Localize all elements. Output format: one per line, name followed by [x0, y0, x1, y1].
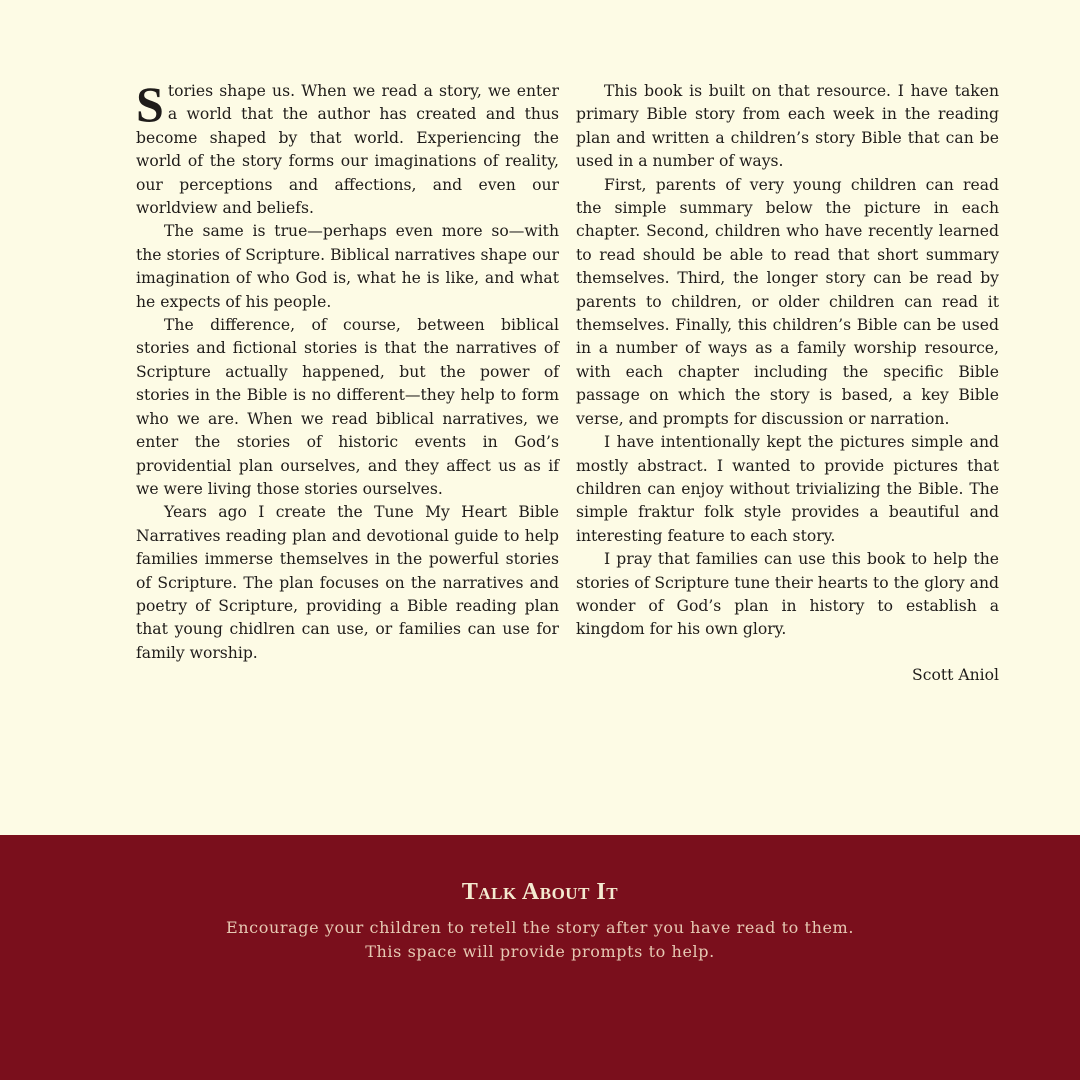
- paragraph-1-text: tories shape us. When we read a story, we enter a world that the author has created and thus become shaped by that world. Experiencing the world of the story forms our imaginations of reality, our perceptions and affections, and even our worldview and beliefs.: [136, 82, 559, 218]
- author-signature: Scott Aniol: [912, 665, 999, 684]
- left-column: [136, 76, 559, 687]
- right-column: [576, 80, 999, 687]
- paragraph-4: Years ago I create the Tune My Heart Bible Narratives reading plan and devotional guide to help families immerse themselves in the powerful stories of Scripture. The plan focuses on the narratives and poetry of Scripture, providing a Bible reading plan that young chidlren can use, or families can use for family worship.: [136, 503, 559, 662]
- paragraph-3: The difference, of course, between biblical stories and fictional stories is that the narratives of Scripture actually happened, but the power of stories in the Bible is no different—they help to form who we are. When we read biblical narratives, we enter the stories of historic events in God’s providential plan ourselves, and they affect us as if we were living those stories ourselves.: [136, 316, 559, 498]
- drop-cap: S: [136, 76, 164, 132]
- paragraph-8: I pray that families can use this book to help the stories of Scripture tune their hearts to the glory and wonder of God’s plan in history to establish a kingdom for his own glory.: [576, 550, 999, 639]
- talk-about-it-banner: [0, 835, 1080, 1080]
- talk-about-it-line-1: Encourage your children to retell the story after you have read to them.: [225, 918, 855, 937]
- talk-about-it-line-2: This space will provide prompts to help.: [365, 942, 715, 961]
- talk-about-it-title: Talk About It: [461, 879, 619, 905]
- page-body: [136, 76, 999, 687]
- paragraph-2: The same is true—perhaps even more so—with the stories of Scripture. Biblical narratives shape our imagination of who God is, what he is like, and what he expects of his people.: [136, 222, 559, 311]
- paragraph-5: This book is built on that resource. I have taken primary Bible story from each week in the reading plan and written a children’s story Bible that can be used in a number of ways.: [576, 82, 999, 171]
- paragraph-6: First, parents of very young children can read the simple summary below the picture in each chapter. Second, children who have recently learned to read should be able to read that short summary themselves. Third, the longer story can be read by parents to children, or older children can read it themselves. Finally, this children’s Bible can be used in a number of ways as a family worship resource, with each chapter including the specific Bible passage on which the story is based, a key Bible verse, and prompts for discussion or narration.: [576, 175, 999, 428]
- paragraph-1: [136, 76, 559, 220]
- talk-about-it-text: [0, 916, 1080, 964]
- paragraph-7: I have intentionally kept the pictures simple and mostly abstract. I wanted to provide pictures that children can enjoy without trivializing the Bible. The simple fraktur folk style provides a beautiful and interesting feature to each story.: [576, 433, 999, 545]
